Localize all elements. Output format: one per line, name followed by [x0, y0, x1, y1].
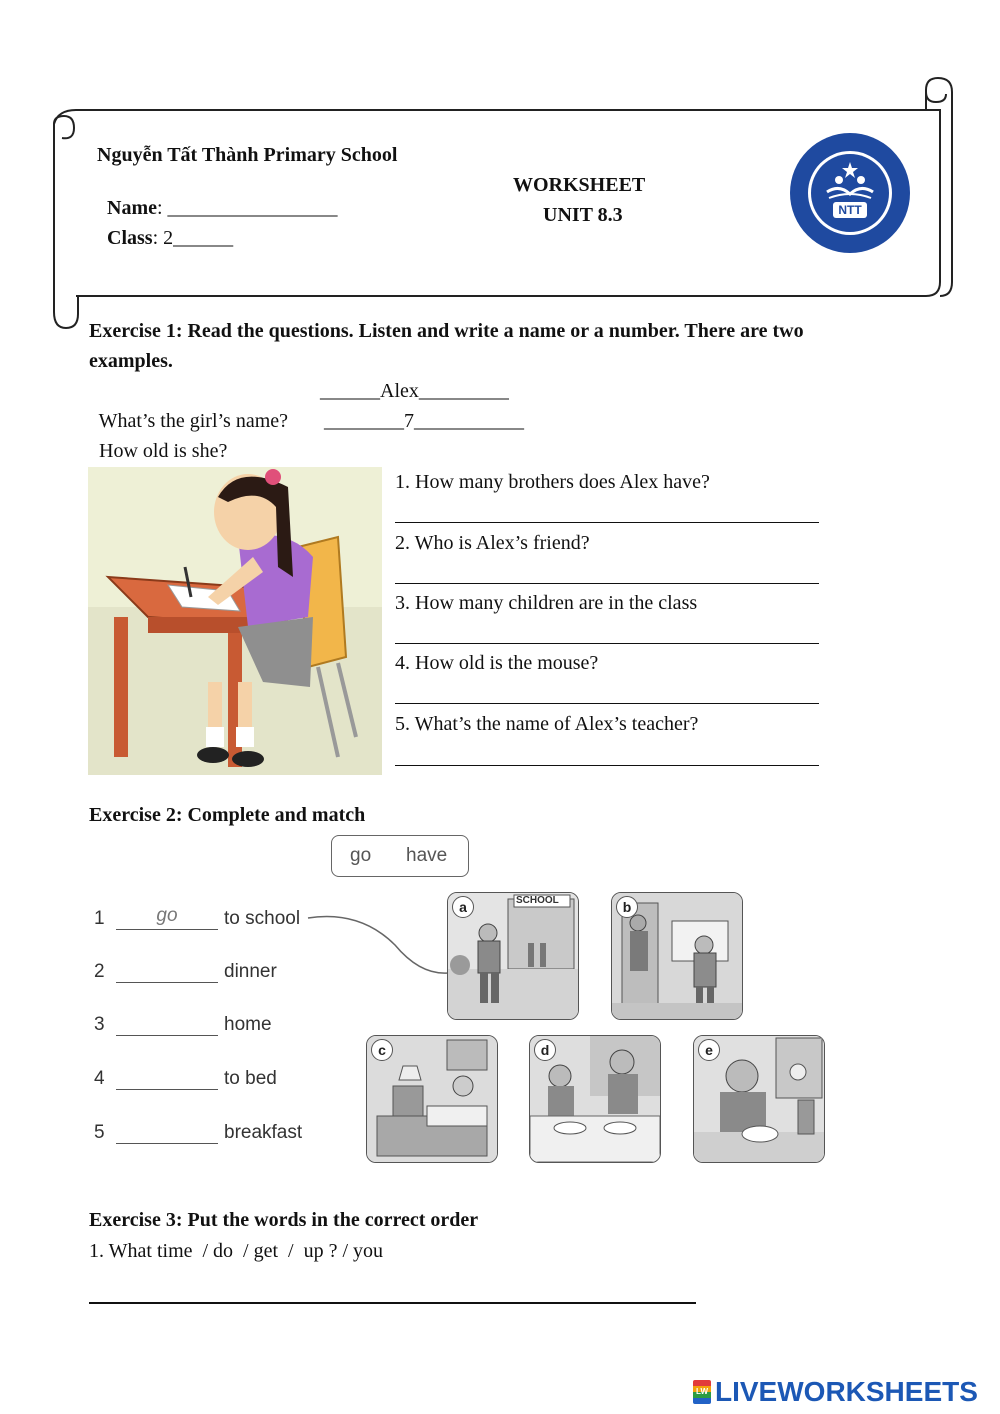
question-4: 4. How old is the mouse? — [395, 652, 599, 674]
match-phrase-5: breakfast — [224, 1122, 303, 1143]
example-question-2: How old is she? — [99, 440, 228, 462]
match-row-2 — [94, 958, 277, 983]
answer-line-2[interactable] — [395, 583, 819, 584]
example-row-2 — [89, 406, 227, 466]
match-row-5 — [94, 1119, 302, 1144]
match-line — [300, 905, 460, 985]
match-blank-4[interactable] — [116, 1065, 218, 1090]
exercise3-title: Exercise 3: Put the words in the correct order — [89, 1209, 479, 1231]
liveworksheets-logo[interactable] — [693, 1376, 978, 1407]
picture-a[interactable] — [447, 892, 579, 1020]
class-label: Class — [107, 227, 153, 249]
match-number-1: 1 — [94, 908, 105, 929]
exercise1-title-line2: examples. — [89, 350, 173, 372]
example-answer-2-text: 7 — [404, 410, 414, 432]
liveworksheets-wordmark: LIVEWORKSHEETS — [715, 1376, 978, 1407]
girl-writing-illustration — [88, 467, 382, 775]
picture-e[interactable] — [693, 1035, 825, 1163]
question-5: 5. What’s the name of Alex’s teacher? — [395, 713, 699, 735]
question-2: 2. Who is Alex’s friend? — [395, 532, 590, 554]
answer-line-5[interactable] — [395, 765, 819, 766]
class-field — [97, 204, 233, 250]
picture-c-letter: c — [371, 1039, 393, 1061]
picture-d-letter: d — [534, 1039, 556, 1061]
question-1: 1. How many brothers does Alex have? — [395, 471, 710, 493]
picture-b-letter: b — [616, 896, 638, 918]
match-number-3: 3 — [94, 1014, 105, 1035]
picture-b[interactable] — [611, 892, 743, 1020]
match-phrase-2: dinner — [224, 961, 277, 982]
example-answer-1: ______Alex_________ — [320, 380, 509, 402]
match-blank-3[interactable] — [116, 1011, 218, 1036]
match-phrase-1: to school — [224, 908, 301, 929]
match-number-4: 4 — [94, 1068, 105, 1089]
match-number-5: 5 — [94, 1122, 105, 1143]
class-blank[interactable]: : 2______ — [152, 227, 234, 249]
exercise1-title-line1: Exercise 1: Read the questions. Listen and write a name or a number. There are two — [89, 320, 804, 342]
match-row-4 — [94, 1065, 277, 1090]
answer-line-1[interactable] — [395, 522, 819, 523]
match-phrase-3: home — [224, 1014, 272, 1035]
match-row-3 — [94, 1011, 272, 1036]
logo-text: NTT — [838, 203, 862, 217]
picture-d[interactable] — [529, 1035, 661, 1163]
picture-a-letter: a — [452, 896, 474, 918]
match-blank-2[interactable] — [116, 958, 218, 983]
exercise3-item-1: 1. What time / do / get / up ? / you — [89, 1240, 384, 1262]
exercise3-answer-line[interactable] — [89, 1302, 696, 1304]
exercise2-title: Exercise 2: Complete and match — [89, 804, 366, 826]
example-question-1: What’s the girl’s name? — [98, 410, 289, 432]
word-box-go: go — [350, 845, 372, 866]
answer-line-3[interactable] — [395, 643, 819, 644]
match-blank-5[interactable] — [116, 1119, 218, 1144]
answer-line-4[interactable] — [395, 703, 819, 704]
picture-c[interactable] — [366, 1035, 498, 1163]
unit-title: UNIT 8.3 — [543, 204, 623, 226]
match-row-1 — [94, 905, 300, 930]
example-answer-2: ________7___________ — [324, 410, 524, 432]
match-phrase-4: to bed — [224, 1068, 277, 1089]
name-blank[interactable]: : _________________ — [156, 197, 338, 219]
match-blank-1[interactable]: go — [116, 905, 218, 930]
school-logo — [789, 132, 911, 254]
exercise1-title — [89, 316, 804, 376]
word-box — [331, 835, 469, 877]
school-name: Nguyễn Tất Thành Primary School — [97, 144, 398, 166]
picture-e-letter: e — [698, 1039, 720, 1061]
school-sign: SCHOOL — [516, 895, 559, 906]
match-number-2: 2 — [94, 961, 105, 982]
question-3: 3. How many children are in the class — [395, 592, 698, 614]
example-answer-1-text: Alex — [380, 380, 419, 402]
worksheet-title: WORKSHEET — [513, 174, 646, 196]
word-box-have: have — [406, 845, 448, 866]
name-label: Name — [107, 197, 157, 219]
liveworksheets-icon: LW — [693, 1380, 711, 1404]
